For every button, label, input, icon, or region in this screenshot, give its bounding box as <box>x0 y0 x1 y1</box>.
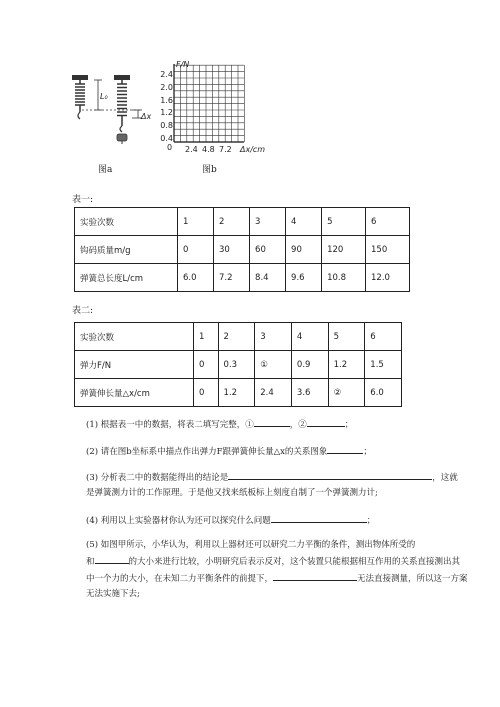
table-cell: 6 <box>365 323 402 351</box>
table-cell: 实验次数 <box>75 208 178 236</box>
question-2 <box>86 443 372 460</box>
answer-blank[interactable] <box>95 553 129 564</box>
q5-line1: (5) 如图甲所示，小华认为，利用以上器材还可以研究二力平衡的条件，测出物体所受的 <box>86 540 416 550</box>
q2-text: (2) 请在图b坐标系中描点作出弹力F跟弹簧伸长量△x的关系图象 <box>86 447 328 457</box>
q3-line1-end: ，这就 <box>432 473 458 483</box>
q5-line3-end: 无法直接测量，所以这一方案 <box>357 574 468 584</box>
delta-label: Δx <box>141 112 152 121</box>
q4-end: ； <box>366 516 376 526</box>
table-cell: 5 <box>328 323 365 351</box>
table-cell: 3 <box>255 323 292 351</box>
x-tick: 4.8 <box>202 145 215 154</box>
table-cell: ① <box>255 351 292 379</box>
q1-end: ； <box>344 420 354 430</box>
table-row <box>75 236 410 264</box>
q5-line2: 的大小来进行比较，小明研究后表示反对，这个装置只能根据相互作用的关系直接测出其 <box>128 557 461 567</box>
table-cell: 60 <box>250 236 286 264</box>
origin-label: 0 <box>167 143 173 152</box>
table-cell: 9.6 <box>286 264 322 292</box>
table-cell: 弹簧伸长量△x/cm <box>75 379 194 407</box>
table-cell: 6 <box>366 208 410 236</box>
table-cell: 4 <box>286 208 322 236</box>
table-cell: 0.9 <box>291 351 328 379</box>
table-cell: 钩码质量m/g <box>75 236 178 264</box>
q5-line2-start: 和 <box>86 557 95 567</box>
table-cell: 12.0 <box>366 264 410 292</box>
y-axis-label: F/N <box>176 60 190 69</box>
table1-title: 表一: <box>72 195 94 205</box>
table2-title: 表二: <box>72 306 94 316</box>
table-cell: 2 <box>214 208 250 236</box>
table-row <box>75 379 402 407</box>
table-cell: 1.5 <box>365 351 402 379</box>
answer-blank[interactable] <box>273 570 357 581</box>
table-cell: 0 <box>194 351 219 379</box>
y-ticks <box>155 70 173 147</box>
table2 <box>74 322 402 407</box>
question-4 <box>86 512 375 529</box>
y-tick: 2.0 <box>160 82 173 92</box>
table-cell: 90 <box>286 236 322 264</box>
y-tick: 0.4 <box>160 133 173 143</box>
table-cell: 1.2 <box>328 351 365 379</box>
table-cell: 5 <box>322 208 366 236</box>
x-tick: 7.2 <box>219 145 232 154</box>
answer-blank[interactable] <box>307 416 345 427</box>
table-row <box>75 323 402 351</box>
question-5 <box>86 538 468 602</box>
x-axis-label: Δx/cm <box>240 145 266 154</box>
answer-blank[interactable] <box>228 469 432 480</box>
table-row <box>75 264 410 292</box>
q3-line2: 是弹簧测力计的工作原理。于是他又找来纸板标上刻度自制了一个弹簧测力计; <box>86 488 378 498</box>
q3-line1: (3) 分析表二中的数据能得出的结论是 <box>86 473 229 483</box>
table-cell: 7.2 <box>214 264 250 292</box>
q5-line3-start: 中一个力的大小，在未知二力平衡条件的前提下， <box>86 574 274 584</box>
length-label: L₀ <box>100 92 108 101</box>
y-tick: 2.4 <box>160 70 173 79</box>
table-cell: 30 <box>214 236 250 264</box>
answer-blank[interactable] <box>271 512 367 523</box>
figure-b-caption: 图b <box>202 165 217 175</box>
spring-right <box>114 75 130 144</box>
q5-line4: 无法实施下去; <box>86 589 140 599</box>
table-cell: 8.4 <box>250 264 286 292</box>
q2-end: ； <box>363 447 372 457</box>
table-cell: ② <box>328 379 365 407</box>
table1 <box>74 207 410 292</box>
spring-left <box>72 75 88 119</box>
x-tick: 2.4 <box>185 145 198 154</box>
q1-text: (1) 根据表一中的数据，将表二填写完整，① <box>86 420 254 430</box>
answer-blank[interactable] <box>254 416 290 427</box>
table-cell: 6.0 <box>365 379 402 407</box>
figure-a-caption: 图a <box>98 165 113 175</box>
table-cell: 1 <box>178 208 214 236</box>
table-row <box>75 351 402 379</box>
q1-mid: ，② <box>289 420 307 430</box>
question-3 <box>86 469 458 501</box>
table-cell: 0 <box>194 379 219 407</box>
q4-text: (4) 利用以上实验器材你认为还可以探究什么问题 <box>86 516 271 526</box>
y-tick: 1.2 <box>160 108 173 118</box>
table-cell: 1.2 <box>218 379 255 407</box>
table-cell: 弹簧总长度L/cm <box>75 264 178 292</box>
table-cell: 3.6 <box>291 379 328 407</box>
table-cell: 0.3 <box>218 351 255 379</box>
table-cell: 6.0 <box>178 264 214 292</box>
answer-blank[interactable] <box>327 443 363 454</box>
table-cell: 3 <box>250 208 286 236</box>
y-tick: 0.8 <box>160 121 173 131</box>
question-1 <box>86 416 353 433</box>
table-cell: 4 <box>291 323 328 351</box>
table-cell: 弹力F/N <box>75 351 194 379</box>
table-cell: 2 <box>218 323 255 351</box>
table-cell: 1 <box>194 323 219 351</box>
table-cell: 120 <box>322 236 366 264</box>
table-row <box>75 208 410 236</box>
y-tick: 1.6 <box>160 95 173 105</box>
table-cell: 150 <box>366 236 410 264</box>
table-cell: 2.4 <box>255 379 292 407</box>
table-cell: 实验次数 <box>75 323 194 351</box>
table-cell: 0 <box>178 236 214 264</box>
table-cell: 10.8 <box>322 264 366 292</box>
